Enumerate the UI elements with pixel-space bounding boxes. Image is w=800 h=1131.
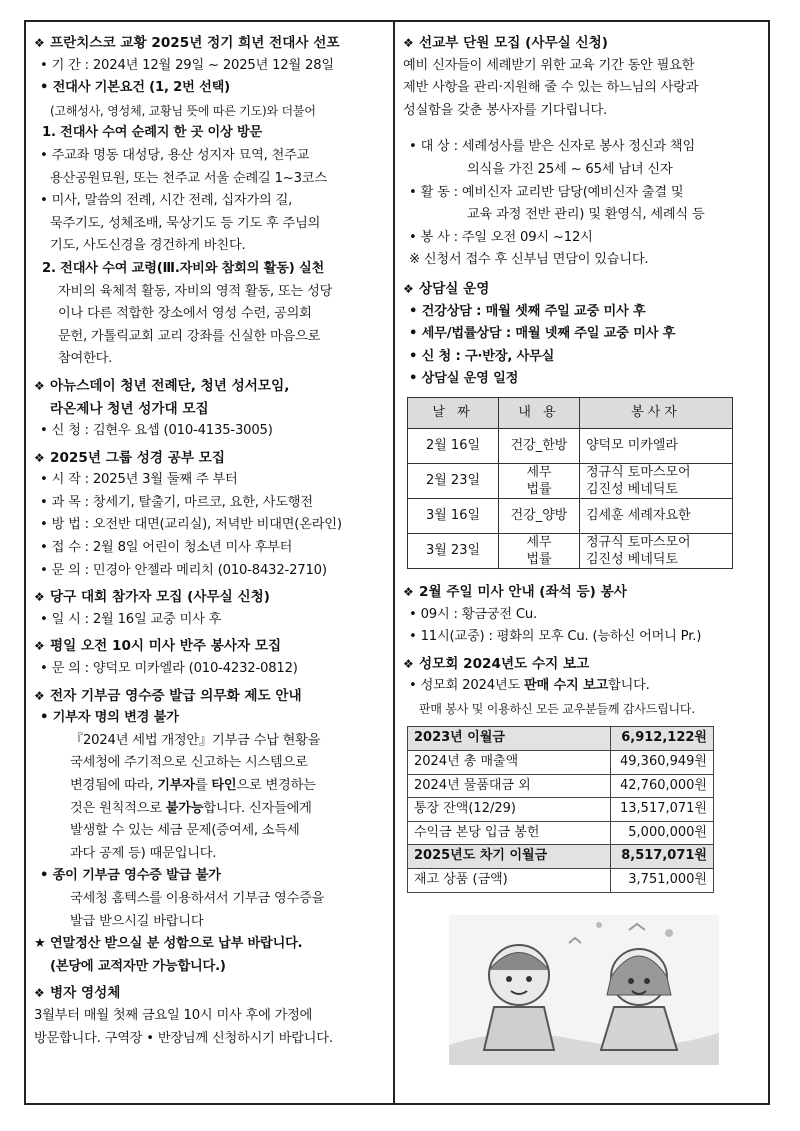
section-title: 평일 오전 10시 미사 반주 봉사자 모집	[50, 638, 282, 655]
jubilee-period: • 기 간 : 2024년 12월 29일 ~ 2025년 12월 28일	[40, 57, 334, 73]
cell-amount: 8,517,071원	[611, 845, 714, 869]
text-line: • 미사, 말씀의 전례, 시간 전례, 십자가의 길,	[40, 193, 293, 209]
text-line	[403, 675, 763, 698]
section-title: 성모회 2024년도 수지 보고	[419, 655, 590, 672]
text-line	[34, 798, 386, 821]
section-title: 선교부 단원 모집 (사무실 신청)	[419, 35, 608, 51]
diamond-cross-icon: ❖	[34, 590, 45, 605]
text-line: 제반 사항을 관리·지원해 줄 수 있는 하느님의 사랑과	[403, 80, 699, 96]
text-fragment: 합니다. 신자들에게	[203, 800, 312, 816]
section-title-cont: 라온제나 청년 성가대 모집	[50, 400, 209, 417]
cell-line: 법률	[526, 481, 552, 497]
column-header-volunteer: 봉사자	[580, 397, 733, 428]
section-billiards	[34, 586, 386, 631]
text-line: • 건강상담 : 매월 셋째 주일 교중 미사 후	[409, 303, 646, 319]
diamond-cross-icon: ❖	[403, 36, 414, 50]
table-row	[408, 869, 714, 893]
diamond-cross-icon: ❖	[34, 986, 45, 1001]
text-fragment: 합니다.	[608, 678, 650, 694]
text-line: 기도, 사도신경을 경건하게 바친다.	[50, 238, 246, 254]
note-line: ※ 신청서 접수 후 신부님 면담이 있습니다.	[409, 252, 649, 268]
cell-amount: 49,360,949원	[611, 751, 714, 775]
text-line: 발생할 수 있는 세금 문제(증여세, 소득세	[70, 823, 300, 839]
counseling-schedule-table	[407, 397, 733, 569]
text-line: • 과 목 : 창세기, 탈출기, 마르코, 요한, 사도행전	[40, 494, 313, 510]
text-emphasis: 판매 수지 보고	[524, 678, 609, 694]
cell-date: 3월 23일	[408, 533, 499, 568]
text-line: 문헌, 가톨릭교회 교리 강좌를 신실한 마음으로	[58, 328, 321, 344]
cell-date: 2월 23일	[408, 463, 499, 498]
text-line: 성실함을 갖춘 봉사자를 기다립니다.	[403, 102, 608, 118]
text-line: 국세청 홈텍스를 이용하셔서 기부금 영수증을	[70, 890, 325, 906]
text-line: • 시 작 : 2025년 3월 둘째 주 부터	[40, 472, 238, 488]
text-emphasis: 기부자	[157, 778, 195, 793]
table-row	[408, 774, 714, 798]
text-line: 의식을 가진 25세 ~ 65세 남녀 신자	[467, 161, 673, 177]
cell-line: 정규식 토마스모어	[586, 464, 691, 480]
bullet-heading: • 종이 기부금 영수증 발급 불가	[40, 868, 221, 884]
text-line: 교육 과정 전반 관리) 및 환영식, 세례식 등	[467, 207, 705, 223]
text-line: • 방 법 : 오전반 대면(교리실), 저녁반 비대면(온라인)	[40, 517, 342, 533]
star-notice: ★ 연말정산 받으실 분 성함으로 납부 바랍니다.	[34, 936, 303, 952]
text-line: 참여한다.	[58, 351, 113, 367]
apply-contact: • 신 청 : 김현우 요셉 (010-4135-3005)	[40, 423, 273, 439]
diamond-cross-icon: ❖	[34, 688, 45, 703]
section-title: 아뉴스데이 청년 전례단, 청년 성서모임,	[50, 377, 290, 394]
text-line: 묵주기도, 성체조배, 묵상기도 등 기도 후 주님의	[50, 215, 321, 231]
cell-content	[499, 533, 580, 568]
requirement-detail: (고해성사, 영성체, 교황님 뜻에 따른 기도)와 더불어	[50, 103, 316, 118]
text-line: • 11시(교중) : 평화의 모후 Cu. (능하신 어머니 Pr.)	[409, 629, 702, 645]
cell-amount: 13,517,071원	[611, 798, 714, 822]
text-line: • 주교좌 명동 대성당, 용산 성지자 묘역, 천주교	[40, 147, 310, 163]
text-fragment: 변경됨에 따라,	[70, 778, 158, 793]
section-youth-recruit	[34, 375, 386, 443]
cell-item: 2024년 총 매출액	[408, 751, 611, 775]
cell-amount: 6,912,122원	[611, 727, 714, 751]
section-organist	[34, 635, 386, 680]
section-title: 프란치스코 교황 2025년 정기 희년 전대사 선포	[50, 35, 340, 51]
text-line: 용산공원묘원, 또는 천주교 서울 순례길 1~3코스	[50, 170, 327, 186]
text-line: 『2024년 세법 개정안』기부금 수납 현황을	[70, 732, 321, 748]
text-line: • 봉 사 : 주일 오전 09시 ~12시	[409, 229, 593, 245]
diamond-cross-icon: ❖	[34, 450, 45, 465]
text-emphasis: 타인	[211, 778, 237, 793]
text-fragment: 으로 변경하는	[236, 778, 316, 793]
text-line: • 09시 : 황금궁전 Cu.	[409, 606, 538, 622]
cell-item: 통장 잔액(12/29)	[408, 798, 611, 822]
text-line: • 세무/법률상담 : 매월 넷째 주일 교중 미사 후	[409, 326, 676, 342]
cell-item: 수익금 본당 입금 봉헌	[408, 821, 611, 845]
diamond-cross-icon: ❖	[34, 639, 45, 654]
text-fragment: 것은 원칙적으로	[70, 800, 166, 816]
cell-line: 김진성 베네딕토	[586, 551, 679, 567]
star-notice-sub: (본당에 교적자만 가능합니다.)	[50, 958, 226, 974]
text-line: 판매 봉사 및 이용하신 모든 교우분들께 감사드립니다.	[419, 701, 695, 716]
text-line: 과다 공제 등) 때문입니다.	[70, 845, 217, 861]
cell-content	[499, 463, 580, 498]
text-line: 국세청에 주기적으로 신고하는 시스템으로	[70, 755, 308, 771]
text-emphasis: 불가능	[165, 800, 204, 816]
diamond-cross-icon: ❖	[34, 378, 45, 393]
cell-volunteer: 양덕모 미카엘라	[580, 428, 733, 463]
text-line: • 활 동 : 예비신자 교리반 담당(예비신자 출결 및	[409, 184, 684, 200]
text-line: 3월부터 매월 첫째 금요일 10시 미사 후에 가정에	[34, 1007, 313, 1023]
section-title: 전자 기부금 영수증 발급 의무화 제도 안내	[50, 687, 302, 704]
text-line: • 문 의 : 양덕모 미카엘라 (010-4232-0812)	[40, 661, 298, 677]
cell-date: 3월 16일	[408, 498, 499, 533]
section-title: 2025년 그룹 성경 공부 모집	[50, 449, 225, 466]
cell-line: 세무	[526, 464, 552, 480]
diamond-cross-icon: ❖	[403, 281, 414, 296]
table-row	[408, 428, 733, 463]
subheading-pilgrimage: 1. 전대사 수여 순례지 한 곳 이상 방문	[42, 125, 263, 141]
section-mothers-report	[403, 653, 763, 893]
cell-amount: 42,760,000원	[611, 774, 714, 798]
cell-item: 2024년 물품대금 외	[408, 774, 611, 798]
table-row	[408, 533, 733, 568]
column-header-content: 내 용	[499, 397, 580, 428]
table-row	[408, 727, 714, 751]
text-line: • 대 상 : 세례성사를 받은 신자로 봉사 정신과 책임	[409, 139, 695, 155]
cell-content: 건강_양방	[499, 498, 580, 533]
text-fragment: 를	[194, 778, 212, 793]
cell-line: 법률	[526, 551, 552, 567]
diamond-cross-icon: ❖	[403, 584, 414, 599]
text-line: • 문 의 : 민경아 안젤라 메리치 (010-8432-2710)	[40, 562, 327, 578]
table-row	[408, 463, 733, 498]
column-divider	[393, 20, 395, 1105]
cell-item: 2025년도 차기 이월금	[408, 845, 611, 869]
column-header-date: 날 짜	[408, 397, 499, 428]
section-sick-communion	[34, 982, 386, 1050]
text-fragment: • 성모회 2024년도	[409, 678, 525, 694]
diamond-cross-icon: ❖	[34, 36, 45, 50]
cell-volunteer	[580, 533, 733, 568]
table-row	[408, 821, 714, 845]
section-mass-guide	[403, 581, 763, 649]
cell-amount: 5,000,000원	[611, 821, 714, 845]
section-title: 상담실 운영	[419, 280, 490, 297]
section-jubilee	[34, 32, 386, 371]
finance-table	[407, 726, 714, 892]
text-line: • 접 수 : 2월 8일 어린이 청소년 미사 후부터	[40, 540, 293, 556]
table-row	[408, 498, 733, 533]
section-mission-recruit	[403, 32, 763, 272]
text-line: • 신 청 : 구·반장, 사무실	[409, 348, 555, 364]
children-illustration	[449, 915, 763, 1074]
text-line: 이나 다른 적합한 장소에서 영성 수련, 공의회	[58, 306, 312, 322]
text-line	[34, 775, 386, 798]
text-line: • 상담실 운영 일정	[409, 371, 519, 387]
right-column	[403, 32, 763, 1073]
section-title: 병자 영성체	[50, 985, 121, 1002]
section-bible-study	[34, 447, 386, 583]
jubilee-requirement	[34, 77, 386, 100]
cell-line: 세무	[526, 534, 552, 550]
left-column	[34, 32, 386, 1054]
section-donation-receipt	[34, 685, 386, 979]
cell-content: 건강_한방	[499, 428, 580, 463]
text-line: 방문합니다. 구역장 • 반장님께 신청하시기 바랍니다.	[34, 1030, 333, 1046]
cell-line: 김진성 베네딕토	[586, 481, 679, 497]
text-line: 예비 신자들이 세례받기 위한 교육 기간 동안 필요한	[403, 57, 695, 73]
text-line: • 일 시 : 2월 16일 교중 미사 후	[40, 611, 222, 627]
table-row	[408, 798, 714, 822]
section-title: 당구 대회 참가자 모집 (사무실 신청)	[50, 589, 270, 606]
text-line: 자비의 육체적 활동, 자비의 영적 활동, 또는 성당	[58, 283, 333, 299]
cell-line: 정규식 토마스모어	[586, 534, 691, 550]
cell-volunteer: 김세훈 세례자요한	[580, 498, 733, 533]
cell-item: 재고 상품 (금액)	[408, 869, 611, 893]
diamond-cross-icon: ❖	[403, 656, 414, 671]
cell-volunteer	[580, 463, 733, 498]
cell-amount: 3,751,000원	[611, 869, 714, 893]
table-row	[408, 845, 714, 869]
text-line: 발급 받으시길 바랍니다	[70, 913, 204, 929]
cell-date: 2월 16일	[408, 428, 499, 463]
requirement-label: • 전대사 기본요건 (1, 2번 선택)	[40, 80, 230, 96]
table-header-row	[408, 397, 733, 428]
table-row	[408, 751, 714, 775]
bullet-heading: • 기부자 명의 변경 불가	[40, 710, 179, 726]
cell-item: 2023년 이월금	[408, 727, 611, 751]
subheading-mercy: 2. 전대사 수여 교령(Ⅲ.자비와 참회의 활동) 실천	[42, 260, 325, 276]
section-title: 2월 주일 미사 안내 (좌석 등) 봉사	[419, 583, 627, 600]
section-counseling	[403, 278, 763, 569]
